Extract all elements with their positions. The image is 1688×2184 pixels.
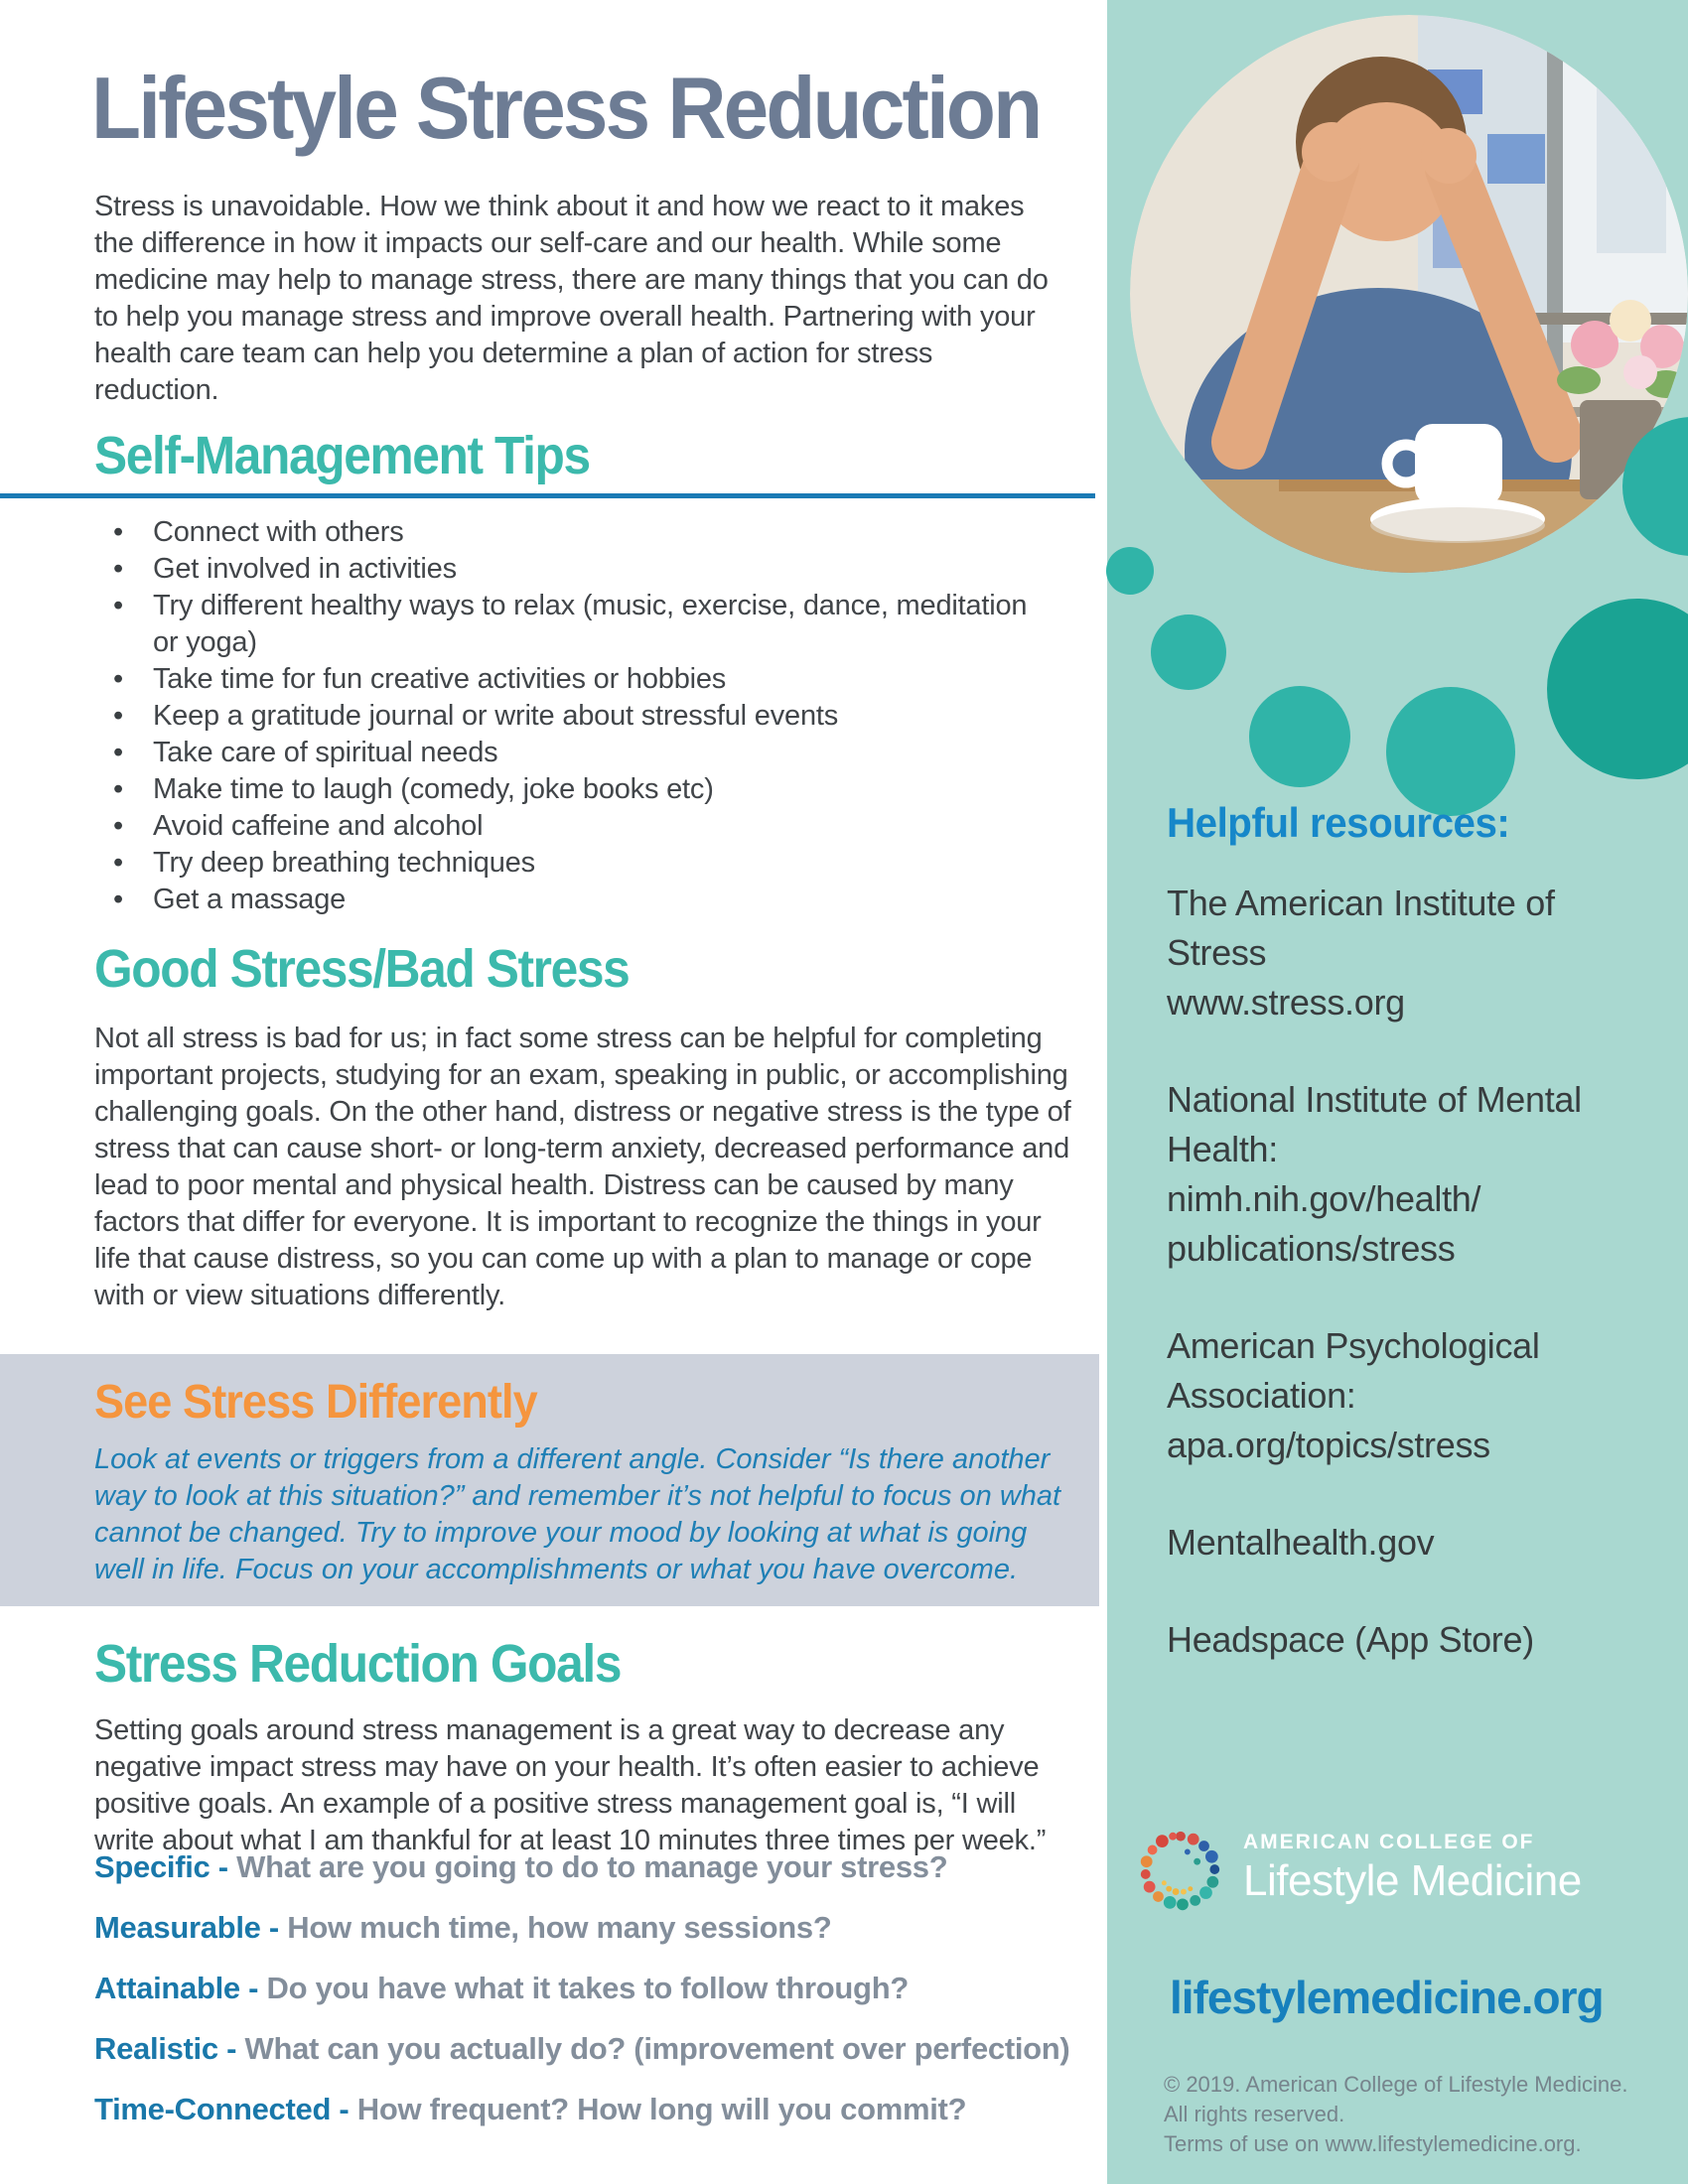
smart-goal-time-connected	[94, 2091, 1077, 2127]
smart-term: Attainable -	[94, 1971, 259, 2005]
aclm-dot-swirl-icon	[1132, 1823, 1229, 1920]
resource-line: The American Institute of	[1167, 883, 1555, 923]
resource-line: Health:	[1167, 1129, 1278, 1169]
smart-goal-realistic	[94, 2030, 1077, 2067]
list-item: • Get a massage	[111, 882, 1035, 918]
list-item: • Get involved in activities	[111, 551, 1035, 588]
resource-apa	[1167, 1321, 1633, 1470]
good-bad-stress-paragraph: Not all stress is bad for us; in fact some stress can be helpful for completing important projects, studying for an exam, speaking in public, or accomplishing challenging goals. On the other hand, distress or negative stress is the type of stress that can cause short- or long-term anxiety, decreased performance and lead to poor mental and physical health. Distress can be caused by many factors that differ for everyone. It is important to recognize the things in your life that cause distress, so you can come up with a plan to manage or cope with or view situations differently.	[94, 1023, 1071, 1311]
smart-goal-specific	[94, 1848, 1077, 1885]
smart-desc: What can you actually do? (improvement over perfection)	[244, 2031, 1070, 2066]
resource-line: National Institute of Mental	[1167, 1079, 1582, 1120]
stress-reduction-goals-heading: Stress Reduction Goals	[94, 1634, 622, 1694]
aclm-logo-text	[1243, 1831, 1582, 1906]
decorative-dot	[1249, 686, 1350, 787]
smart-term: Measurable -	[94, 1910, 279, 1945]
decorative-dot	[1151, 614, 1226, 690]
copyright-line: © 2019. American College of Lifestyle Medicine.	[1164, 2072, 1628, 2097]
intro-paragraph: Stress is unavoidable. How we think about it and how we react to it makes the difference in how it impacts our self-care and our health. While some medicine may help to manage stress, there are many things that you can do to help you manage stress and improve overall health. Partnering with your health care team can help you determine a plan of action for stress reduction.	[94, 191, 1049, 406]
copyright-notice	[1164, 2070, 1627, 2159]
see-stress-differently-heading: See Stress Differently	[94, 1376, 537, 1429]
list-item: • Try deep breathing techniques	[111, 845, 1035, 882]
aclm-logo-line2: Lifestyle Medicine	[1243, 1856, 1582, 1905]
aclm-logo	[1132, 1823, 1668, 1922]
resource-line: publications/stress	[1167, 1228, 1456, 1269]
stress-reduction-goals-paragraph: Setting goals around stress management is a great way to decrease any negative impact stress may have on your health. It’s often easier to achieve positive goals. An example of a positive stress management goal is, “I will write about what I am thankful for at least 10 minutes three times per week.”	[94, 1714, 1047, 1856]
list-item: • Take time for fun creative activities or hobbies	[111, 661, 1035, 698]
resource-headspace	[1167, 1615, 1633, 1665]
resource-line: American Psychological	[1167, 1325, 1540, 1366]
helpful-resources-heading: Helpful resources:	[1167, 799, 1510, 846]
list-item: • Take care of spiritual needs	[111, 735, 1035, 771]
copyright-line: All rights reserved.	[1164, 2102, 1345, 2126]
self-management-heading: Self-Management Tips	[94, 426, 590, 485]
stressed-man-photo-illustration	[1130, 15, 1688, 573]
resource-line: www.stress.org	[1167, 982, 1405, 1023]
aclm-logo-line1: AMERICAN COLLEGE OF	[1243, 1831, 1535, 1853]
smart-term: Realistic -	[94, 2031, 237, 2066]
section-divider-rule	[0, 493, 1095, 498]
smart-desc: Do you have what it takes to follow through?	[266, 1971, 909, 2005]
list-item: • Try different healthy ways to relax (music, exercise, dance, meditation or yoga)	[111, 588, 1035, 661]
page-title: Lifestyle Stress Reduction	[91, 59, 1041, 157]
self-management-tips-list	[111, 514, 1035, 918]
list-item: • Avoid caffeine and alcohol	[111, 808, 1035, 845]
smart-goal-attainable	[94, 1970, 1077, 2006]
resource-line: Headspace (App Store)	[1167, 1619, 1534, 1660]
resource-line: nimh.nih.gov/health/	[1167, 1178, 1481, 1219]
good-bad-stress-heading: Good Stress/Bad Stress	[94, 939, 630, 999]
smart-desc: What are you going to do to manage your stress?	[236, 1849, 948, 1884]
website-url: lifestylemedicine.org	[1170, 1972, 1604, 2023]
decorative-dot	[1106, 547, 1154, 595]
resource-mentalhealth-gov	[1167, 1518, 1633, 1568]
smart-goal-measurable	[94, 1909, 1077, 1946]
see-stress-differently-paragraph: Look at events or triggers from a different angle. Consider “Is there another way to look at this situation?” and remember it’s not helpful to focus on what cannot be changed. Try to improve your mood by looking at what is going well in life. Focus on your accomplishments or what you have overcome.	[94, 1443, 1061, 1585]
resource-line: Stress	[1167, 932, 1267, 973]
copyright-line: Terms of use on www.lifestylemedicine.org.	[1164, 2131, 1582, 2156]
list-item: • Make time to laugh (comedy, joke books etc)	[111, 771, 1035, 808]
smart-term: Time-Connected -	[94, 2092, 350, 2126]
decorative-dot	[1386, 687, 1515, 816]
list-item: • Keep a gratitude journal or write about stressful events	[111, 698, 1035, 735]
smart-desc: How much time, how many sessions?	[287, 1910, 832, 1945]
resource-nimh	[1167, 1075, 1633, 1274]
resource-line: Association:	[1167, 1375, 1356, 1416]
resource-line: apa.org/topics/stress	[1167, 1425, 1490, 1465]
resource-american-institute-of-stress	[1167, 879, 1633, 1027]
list-item: • Connect with others	[111, 514, 1035, 551]
smart-desc: How frequent? How long will you commit?	[356, 2092, 967, 2126]
stressed-man-photo	[1130, 15, 1688, 573]
smart-term: Specific -	[94, 1849, 228, 1884]
resource-line: Mentalhealth.gov	[1167, 1522, 1435, 1563]
smart-goals-list	[94, 1848, 1077, 2151]
